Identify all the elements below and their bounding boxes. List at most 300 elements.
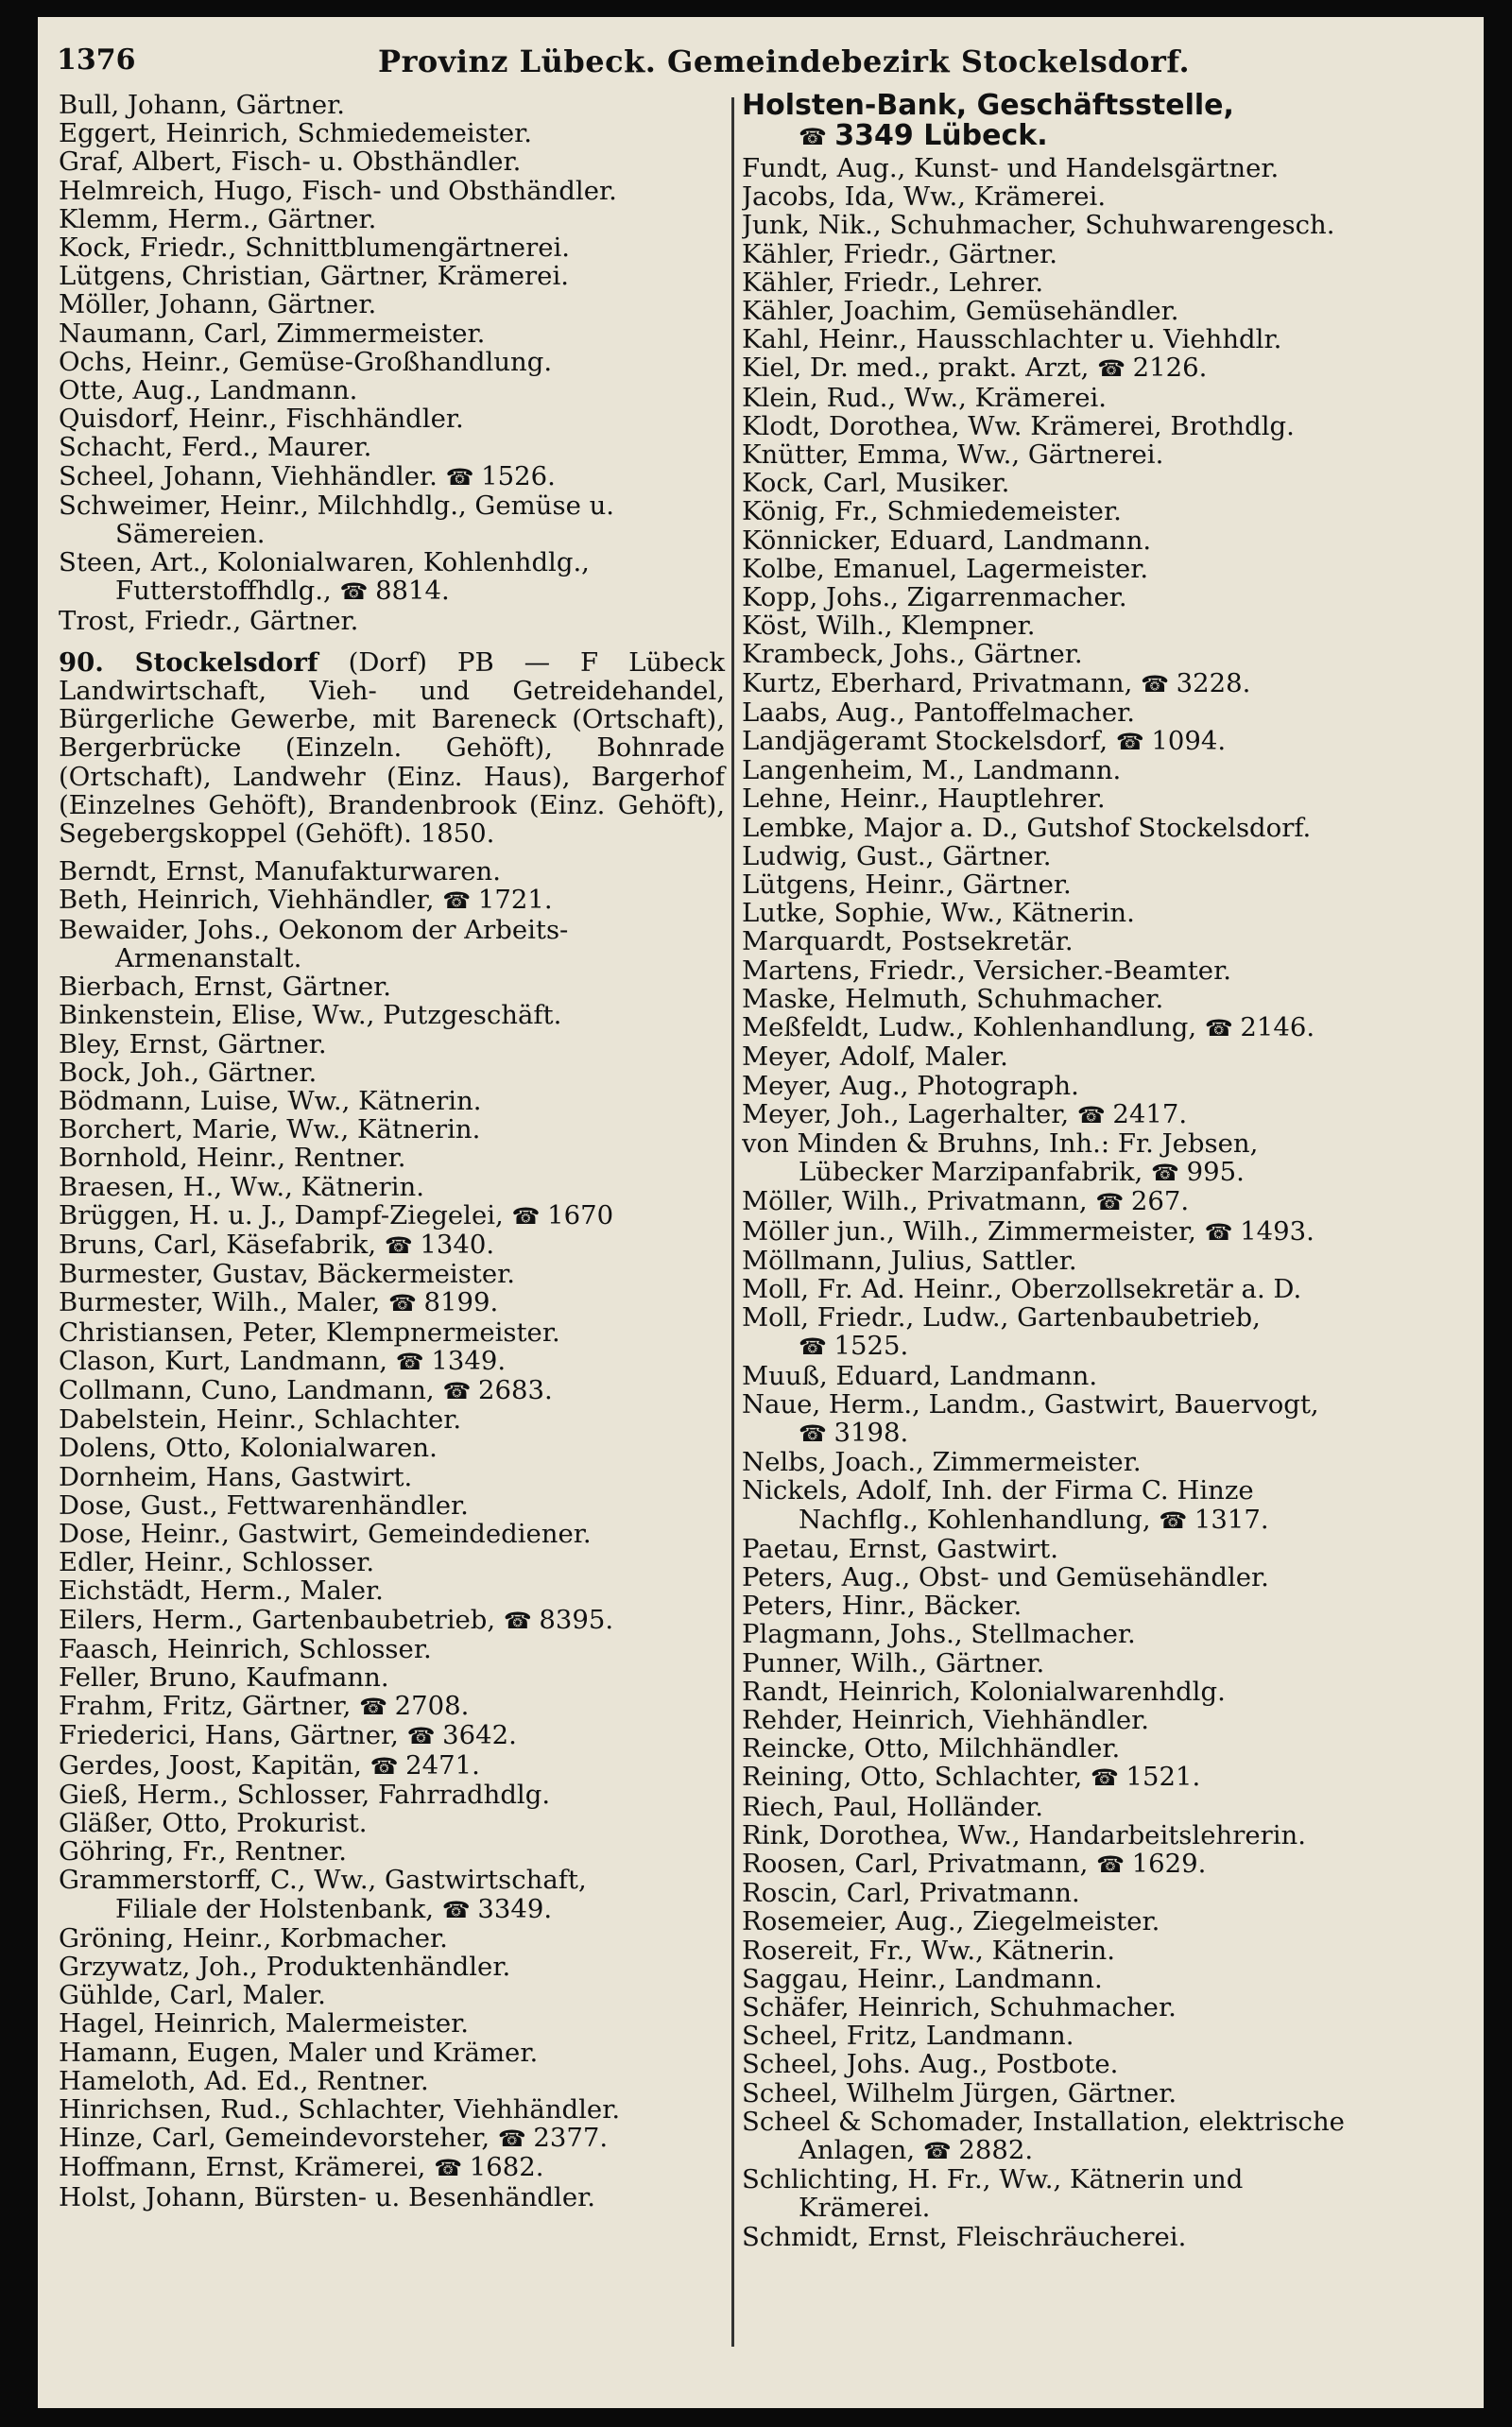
entry-text: Schäfer, Heinrich, Schuhmacher. [742, 1993, 1177, 2022]
directory-entry [742, 182, 1465, 211]
entry-text: Lembke, Major a. D., Gutshof Stockelsdorf. [742, 813, 1312, 842]
directory-entry [742, 870, 1465, 899]
directory-entry [59, 91, 725, 119]
entry-phone: ☎ 3642. [407, 1721, 517, 1750]
entry-text: Kopp, Johs., Zigarrenmacher. [742, 583, 1127, 612]
place-section-heading [59, 648, 725, 848]
directory-entry [742, 1649, 1465, 1678]
entry-text: Friederici, Hans, Gärtner, [59, 1721, 399, 1751]
directory-entry [59, 1001, 725, 1029]
entry-text: Knütter, Emma, Ww., Gärtnerei. [742, 440, 1164, 470]
entry-text: Bornhold, Heinr., Rentner. [59, 1144, 406, 1173]
directory-entry [742, 1362, 1465, 1390]
entry-text: Gühlde, Carl, Maler. [59, 1981, 326, 2010]
directory-entry [742, 2223, 1465, 2251]
page-header [57, 34, 1465, 81]
entry-text: Hameloth, Ad. Ed., Rentner. [59, 2066, 429, 2096]
directory-entry [59, 1751, 725, 1781]
directory-entry [59, 1201, 725, 1231]
left-bottom-entries [59, 857, 725, 2212]
directory-entry [742, 1821, 1465, 1850]
directory-entry [742, 985, 1465, 1013]
directory-entry [742, 1247, 1465, 1275]
entry-continuation [742, 2136, 1465, 2165]
entry-text: Meyer, Aug., Photograph. [742, 1071, 1079, 1100]
left-column [59, 91, 725, 2212]
directory-entry [59, 462, 725, 491]
entry-text: Lutke, Sophie, Ww., Kätnerin. [742, 899, 1135, 928]
directory-entry [59, 1837, 725, 1866]
directory-entry [742, 1448, 1465, 1476]
entry-text: Kurtz, Eberhard, Privatmann, [742, 668, 1133, 698]
entry-text: Bock, Joh., Gärtner. [59, 1058, 318, 1087]
directory-entry [742, 297, 1465, 325]
entry-text: Trost, Friedr., Gärtner. [59, 606, 359, 635]
directory-entry [59, 2183, 725, 2212]
entry-text: Roscin, Carl, Privatmann. [742, 1879, 1080, 1908]
directory-entry [742, 2050, 1465, 2078]
entry-text: Bewaider, Johs., Oekonom der Arbeits- [59, 915, 569, 945]
entry-continuation-text: Filiale der Holstenbank, [115, 1893, 435, 1924]
entry-continuation [59, 1895, 725, 1924]
entry-text: Scheel & Schomader, Installation, elektrische [742, 2107, 1345, 2137]
entry-text: Bruns, Carl, Käsefabrik, [59, 1230, 377, 1260]
entry-continuation [742, 1506, 1465, 1535]
entry-text: Maske, Helmuth, Schuhmacher. [742, 984, 1164, 1014]
entry-text: Schweimer, Heinr., Milchhdlg., Gemüse u. [59, 491, 615, 521]
entry-text: Burmester, Gustav, Bäckermeister. [59, 1260, 515, 1289]
directory-entry [59, 1405, 725, 1434]
entry-text: Beth, Heinrich, Viehhändler, [59, 886, 435, 916]
entry-text: Rehder, Heinrich, Viehhändler. [742, 1705, 1149, 1735]
entry-text: Möllmann, Julius, Sattler. [742, 1246, 1077, 1275]
entry-text: Eichstädt, Herm., Maler. [59, 1576, 384, 1606]
entry-phone: ☎ 1521. [1091, 1763, 1200, 1792]
entry-text: Klein, Rud., Ww., Krämerei. [742, 383, 1108, 412]
entry-continuation-text: Anlagen, [799, 2135, 916, 2166]
entry-text: Scheel, Johs. Aug., Postbote. [742, 2050, 1119, 2079]
directory-entry [59, 1953, 725, 1981]
entry-phone: ☎ 2417. [1077, 1100, 1187, 1129]
entry-text: Rosereit, Fr., Ww., Kätnerin. [742, 1936, 1115, 1965]
entry-phone: ☎ 3198. [799, 1418, 908, 1448]
directory-entry [742, 2022, 1465, 2050]
entry-text: Meßfeldt, Ludw., Kohlenhandlung, [742, 1013, 1197, 1043]
entry-phone: ☎ 8395. [504, 1606, 613, 1635]
directory-entry [59, 1376, 725, 1405]
directory-entry [59, 491, 725, 548]
entry-phone: ☎ 2146. [1205, 1013, 1314, 1042]
entry-text: Bödmann, Luise, Ww., Kätnerin. [59, 1086, 482, 1116]
entry-phone: ☎ 3228. [1141, 669, 1250, 698]
entry-text: Hamann, Eugen, Maler und Krämer. [59, 2038, 539, 2067]
directory-entry [742, 1793, 1465, 1821]
entry-continuation-text: Krämerei. [799, 2193, 931, 2223]
directory-entry [742, 211, 1465, 239]
entry-continuation [742, 1158, 1465, 1187]
directory-entry [59, 1781, 725, 1809]
entry-text: Riech, Paul, Holländer. [742, 1792, 1044, 1821]
directory-entry [59, 1866, 725, 1923]
entry-phone: ☎ 1629. [1096, 1850, 1206, 1879]
directory-entry [59, 119, 725, 147]
bank-phone: ☎ 3349 Lübeck. [799, 119, 1048, 152]
entry-text: Hoffmann, Ernst, Krämerei, [59, 2153, 426, 2183]
entry-text: Möller, Wilh., Privatmann, [742, 1187, 1088, 1217]
directory-entry [59, 433, 725, 461]
entry-phone: ☎ 1525. [799, 1331, 908, 1361]
running-head: Provinz Lübeck. Gemeindebezirk Stockelsdorf. [378, 43, 1191, 79]
entry-text: Nelbs, Joach., Zimmermeister. [742, 1448, 1142, 1477]
directory-entry [59, 2095, 725, 2124]
entry-text: Otte, Aug., Landmann. [59, 376, 358, 405]
entry-text: Eilers, Herm., Gartenbaubetrieb, [59, 1605, 496, 1635]
entry-continuation-text: Lübecker Marzipanfabrik, [799, 1157, 1143, 1188]
entry-phone: ☎ 995. [1151, 1157, 1245, 1187]
entry-text: Lehne, Heinr., Hauptlehrer. [742, 784, 1106, 814]
directory-entry [742, 2165, 1465, 2222]
entry-phone: ☎ 3349. [442, 1894, 552, 1924]
entry-text: Randt, Heinrich, Kolonialwarenhdlg. [742, 1677, 1226, 1706]
entry-continuation [742, 2194, 1465, 2222]
entry-text: Holst, Johann, Bürsten- u. Besenhändler. [59, 2182, 595, 2212]
entry-phone: ☎ 1721. [442, 886, 552, 915]
directory-entry [742, 384, 1465, 412]
entry-text: Göhring, Fr., Rentner. [59, 1837, 347, 1867]
entry-text: Moll, Friedr., Ludw., Gartenbaubetrieb, [742, 1303, 1261, 1334]
place-section-title: 90. Stockelsdorf [59, 646, 318, 678]
entry-text: Möller, Johann, Gärtner. [59, 290, 377, 319]
entry-text: Braesen, H., Ww., Kätnerin. [59, 1172, 424, 1201]
entry-text: Collmann, Cuno, Landmann, [59, 1375, 435, 1405]
directory-entry [59, 262, 725, 290]
directory-entry [59, 886, 725, 915]
entry-phone: ☎ 2126. [1097, 353, 1207, 383]
directory-entry [59, 205, 725, 233]
directory-entry [59, 857, 725, 886]
entry-phone: ☎ 1493. [1205, 1217, 1314, 1247]
directory-entry [742, 784, 1465, 813]
entry-continuation [59, 520, 725, 548]
entry-text: Hagel, Heinrich, Malermeister. [59, 2009, 470, 2039]
entry-text: Kähler, Friedr., Gärtner. [742, 239, 1057, 268]
directory-entry [742, 756, 1465, 784]
entry-continuation-text: Nachflg., Kohlenhandlung, [799, 1504, 1151, 1535]
entry-text: Bierbach, Ernst, Gärtner. [59, 973, 392, 1002]
entry-phone: ☎ 1094. [1116, 727, 1226, 756]
directory-entry [59, 973, 725, 1001]
entry-continuation [742, 1419, 1465, 1448]
entry-text: Fundt, Aug., Kunst- und Handelsgärtner. [742, 154, 1280, 183]
entry-text: Dolens, Otto, Kolonialwaren. [59, 1434, 438, 1463]
directory-page [38, 17, 1484, 2408]
entry-text: Dabelstein, Heinr., Schlachter. [59, 1405, 462, 1435]
entry-text: Faasch, Heinrich, Schlosser. [59, 1634, 432, 1663]
directory-entry [742, 325, 1465, 353]
entry-text: Feller, Bruno, Kaufmann. [59, 1662, 389, 1693]
directory-entry [59, 2153, 725, 2182]
entry-text: Peters, Hinr., Bäcker. [742, 1592, 1022, 1621]
directory-entry [742, 814, 1465, 842]
directory-entry [742, 1476, 1465, 1534]
entry-text: Eggert, Heinrich, Schmiedemeister. [59, 119, 532, 148]
directory-entry [742, 1965, 1465, 1993]
directory-entry [742, 353, 1465, 383]
entry-text: Dose, Heinr., Gastwirt, Gemeindediener. [59, 1519, 592, 1549]
entry-text: Naue, Herm., Landm., Gastwirt, Bauervogt, [742, 1389, 1319, 1420]
entry-text: Burmester, Wilh., Maler, [59, 1288, 381, 1318]
entry-text: Rosemeier, Aug., Ziegelmeister. [742, 1907, 1160, 1936]
entry-phone: ☎ 2683. [442, 1376, 552, 1405]
entry-text: Martens, Friedr., Versicher.-Beamter. [742, 955, 1231, 985]
entry-text: Kock, Carl, Musiker. [742, 469, 1010, 498]
left-top-entries [59, 91, 725, 635]
directory-entry [742, 1936, 1465, 1965]
entry-text: Brüggen, H. u. J., Dampf-Ziegelei, [59, 1200, 504, 1231]
directory-entry [59, 1606, 725, 1635]
directory-entry [59, 1924, 725, 1953]
entry-phone: ☎ 1670 [512, 1201, 614, 1231]
entry-phone: ☎ 1340. [385, 1231, 494, 1260]
entry-text: Rink, Dorothea, Ww., Handarbeitslehrerin. [742, 1820, 1307, 1850]
entry-phone: ☎ 1317. [1159, 1505, 1268, 1535]
entry-text: Roosen, Carl, Privatmann, [742, 1849, 1089, 1879]
directory-entry [59, 1635, 725, 1663]
directory-entry [742, 1217, 1465, 1247]
directory-entry [59, 1318, 725, 1347]
directory-entry [59, 2039, 725, 2067]
directory-entry [59, 177, 725, 205]
directory-entry [742, 669, 1465, 698]
directory-entry [742, 611, 1465, 640]
directory-entry [742, 1072, 1465, 1100]
directory-entry [742, 1013, 1465, 1042]
entry-phone: ☎ 8814. [340, 576, 450, 606]
directory-entry [59, 348, 725, 376]
directory-entry [742, 698, 1465, 727]
entry-text: Borchert, Marie, Ww., Kätnerin. [59, 1115, 481, 1145]
entry-text: Binkenstein, Elise, Ww., Putzgeschäft. [59, 1001, 562, 1030]
directory-entry [742, 1535, 1465, 1563]
entry-text: Kähler, Friedr., Lehrer. [742, 267, 1044, 298]
directory-entry [742, 1390, 1465, 1448]
entry-text: Scheel, Fritz, Landmann. [742, 2022, 1074, 2051]
directory-entry [742, 2079, 1465, 2108]
entry-text: Möller jun., Wilh., Zimmermeister, [742, 1216, 1196, 1247]
entry-text: Clason, Kurt, Landmann, [59, 1346, 388, 1376]
entry-text: Kock, Friedr., Schnittblumengärtnerei. [59, 233, 571, 263]
entry-text: Landjägeramt Stockelsdorf, [742, 727, 1108, 757]
directory-entry [59, 1288, 725, 1317]
directory-entry [59, 916, 725, 973]
directory-entry [742, 1303, 1465, 1361]
directory-entry [742, 1592, 1465, 1620]
directory-entry [742, 899, 1465, 927]
directory-entry [59, 1576, 725, 1605]
directory-entry [742, 583, 1465, 611]
directory-entry [59, 2124, 725, 2153]
entry-text: Könnicker, Eduard, Landmann. [742, 525, 1152, 555]
directory-entry [59, 319, 725, 348]
directory-entry [59, 404, 725, 433]
directory-entry [742, 1993, 1465, 2022]
directory-entry [59, 1434, 725, 1462]
directory-entry [742, 640, 1465, 668]
entry-phone: ☎ 1526. [446, 462, 556, 491]
entry-text: Schlichting, H. Fr., Ww., Kätnerin und [742, 2165, 1244, 2195]
directory-entry [59, 1087, 725, 1115]
entry-phone: ☎ 267. [1095, 1187, 1189, 1216]
entry-text: Moll, Fr. Ad. Heinr., Oberzollsekretär a. D. [742, 1274, 1302, 1304]
directory-entry [59, 1059, 725, 1087]
right-entries [742, 154, 1465, 2251]
entry-text: Ochs, Heinr., Gemüse-Großhandlung. [59, 347, 553, 377]
directory-entry [742, 1042, 1465, 1071]
entry-text: Scheel, Wilhelm Jürgen, Gärtner. [742, 2078, 1177, 2108]
directory-entry [742, 842, 1465, 870]
entry-text: Grzywatz, Joh., Produktenhändler. [59, 1953, 511, 1982]
entry-text: Plagmann, Johs., Stellmacher. [742, 1620, 1136, 1649]
entry-text: Reining, Otto, Schlachter, [742, 1763, 1083, 1793]
entry-text: Klodt, Dorothea, Ww. Krämerei, Brothdlg. [742, 411, 1295, 441]
entry-text: Naumann, Carl, Zimmermeister. [59, 318, 486, 348]
directory-entry [59, 290, 725, 318]
directory-entry [742, 927, 1465, 955]
directory-entry [742, 240, 1465, 268]
directory-entry [742, 469, 1465, 497]
directory-entry [742, 497, 1465, 525]
entry-text: Lütgens, Christian, Gärtner, Krämerei. [59, 262, 569, 291]
directory-entry [59, 1115, 725, 1144]
directory-entry [742, 1187, 1465, 1216]
directory-entry [742, 1620, 1465, 1648]
entry-text: von Minden & Bruhns, Inh.: Fr. Jebsen, [742, 1128, 1259, 1159]
entry-text: Bley, Ernst, Gärtner. [59, 1029, 327, 1059]
directory-entry [59, 548, 725, 606]
entry-continuation-text: Futterstoffhdlg., [115, 576, 332, 607]
entry-text: Jacobs, Ida, Ww., Krämerei. [742, 182, 1107, 212]
directory-entry [59, 1548, 725, 1576]
directory-entry [59, 1663, 725, 1692]
entry-text: Peters, Aug., Obst- und Gemüsehändler. [742, 1562, 1269, 1592]
directory-entry [742, 1763, 1465, 1792]
entry-text: König, Fr., Schmiedemeister. [742, 497, 1122, 526]
directory-entry [742, 1275, 1465, 1303]
directory-entry [59, 1347, 725, 1376]
entry-phone: ☎ 2471. [370, 1751, 480, 1781]
entry-phone: ☎ 1349. [396, 1347, 506, 1376]
entry-text: Meyer, Joh., Lagerhalter, [742, 1099, 1070, 1129]
entry-continuation [742, 1332, 1465, 1361]
directory-entry [742, 1879, 1465, 1907]
entry-text: Hinrichsen, Rud., Schlachter, Viehhändler. [59, 2095, 621, 2125]
entry-continuation [59, 577, 725, 606]
entry-continuation-text: Armenanstalt. [115, 942, 302, 973]
entry-text: Kolbe, Emanuel, Lagermeister. [742, 554, 1149, 584]
directory-entry [742, 268, 1465, 297]
directory-entry [59, 1809, 725, 1837]
entry-phone: ☎ 1682. [434, 2153, 543, 2182]
directory-entry [742, 526, 1465, 555]
directory-entry [59, 1231, 725, 1260]
directory-entry [59, 1144, 725, 1172]
entry-text: Klemm, Herm., Gärtner. [59, 204, 377, 234]
column-divider [731, 97, 734, 2347]
entry-text: Quisdorf, Heinr., Fischhändler. [59, 404, 464, 434]
entry-text: Reincke, Otto, Milchhändler. [742, 1734, 1121, 1764]
directory-entry [59, 1260, 725, 1288]
entry-text: Muuß, Eduard, Landmann. [742, 1361, 1098, 1390]
directory-entry [59, 607, 725, 635]
entry-text: Laabs, Aug., Pantoffelmacher. [742, 697, 1135, 728]
entry-text: Meyer, Adolf, Maler. [742, 1042, 1008, 1072]
directory-entry [59, 1981, 725, 2009]
entry-continuation-text: Sämereien. [115, 519, 266, 549]
directory-entry [742, 1129, 1465, 1187]
entry-text: Lütgens, Heinr., Gärtner. [742, 870, 1072, 900]
place-section-text: (Dorf) PB — F Lübeck Landwirtschaft, Vieh- und Getreidehandel, Bürgerliche Gewerbe, mit Bareneck (Ortschaft), Bergerbrücke (Einzeln. Gehöft), Bohnrade (Ortschaft), Landwehr (Einz. Haus), Bargerhof (Einzelnes Gehöft), Brandenbrook (Einz. Gehöft), Segebergskoppel (Gehöft). 1850. [59, 646, 726, 850]
entry-text: Krambeck, Johs., Gärtner. [742, 640, 1083, 669]
entry-text: Grammerstorff, C., Ww., Gastwirtschaft, [59, 1866, 587, 1896]
entry-text: Hinze, Carl, Gemeindevorsteher, [59, 2124, 490, 2154]
entry-text: Punner, Wilh., Gärtner. [742, 1648, 1045, 1678]
directory-entry [742, 1706, 1465, 1734]
directory-entry [742, 412, 1465, 440]
directory-entry [742, 956, 1465, 985]
entry-continuation [59, 944, 725, 973]
entry-text: Graf, Albert, Fisch- u. Obsthändler. [59, 147, 522, 177]
entry-text: Helmreich, Hugo, Fisch- und Obsthändler. [59, 176, 617, 205]
bank-advert-line1: Holsten-Bank, Geschäftsstelle, [742, 89, 1234, 122]
directory-entry [59, 1030, 725, 1059]
directory-entry [742, 1907, 1465, 1936]
entry-text: Schacht, Ferd., Maurer. [59, 433, 372, 462]
directory-entry [59, 2067, 725, 2095]
directory-entry [59, 233, 725, 262]
directory-entry [742, 1734, 1465, 1763]
entry-text: Christiansen, Peter, Klempnermeister. [59, 1317, 560, 1347]
directory-entry [742, 1850, 1465, 1879]
entry-text: Kähler, Joachim, Gemüsehändler. [742, 297, 1179, 326]
entry-text: Nickels, Adolf, Inh. der Firma C. Hinze [742, 1476, 1254, 1506]
bank-advert [742, 91, 1465, 152]
entry-phone: ☎ 8199. [388, 1288, 498, 1317]
directory-entry [59, 1692, 725, 1721]
entry-text: Gieß, Herm., Schlosser, Fahrradhdlg. [59, 1780, 551, 1809]
directory-entry [742, 1100, 1465, 1129]
entry-text: Frahm, Fritz, Gärtner, [59, 1692, 352, 1722]
entry-text: Berndt, Ernst, Manufakturwaren. [59, 857, 501, 886]
entry-text: Ludwig, Gust., Gärtner. [742, 841, 1052, 871]
directory-entry [59, 147, 725, 176]
directory-entry [59, 2009, 725, 2038]
entry-phone: ☎ 2708. [359, 1692, 469, 1721]
directory-entry [59, 1491, 725, 1520]
directory-entry [59, 1173, 725, 1201]
entry-text: Langenheim, M., Landmann. [742, 756, 1122, 785]
entry-phone: ☎ 2882. [923, 2135, 1033, 2165]
entry-text: Scheel, Johann, Viehhändler. [59, 461, 438, 491]
entry-text: Dose, Gust., Fettwarenhändler. [59, 1490, 469, 1520]
entry-text: Dornheim, Hans, Gastwirt. [59, 1462, 413, 1491]
entry-text: Edler, Heinr., Schlosser. [59, 1548, 375, 1577]
entry-text: Junk, Nik., Schuhmacher, Schuhwarengesch. [742, 211, 1335, 240]
entry-text: Saggau, Heinr., Landmann. [742, 1964, 1103, 1993]
directory-entry [742, 154, 1465, 182]
directory-entry [742, 440, 1465, 469]
entry-text: Gläßer, Otto, Prokurist. [59, 1808, 368, 1838]
directory-entry [742, 2108, 1465, 2165]
